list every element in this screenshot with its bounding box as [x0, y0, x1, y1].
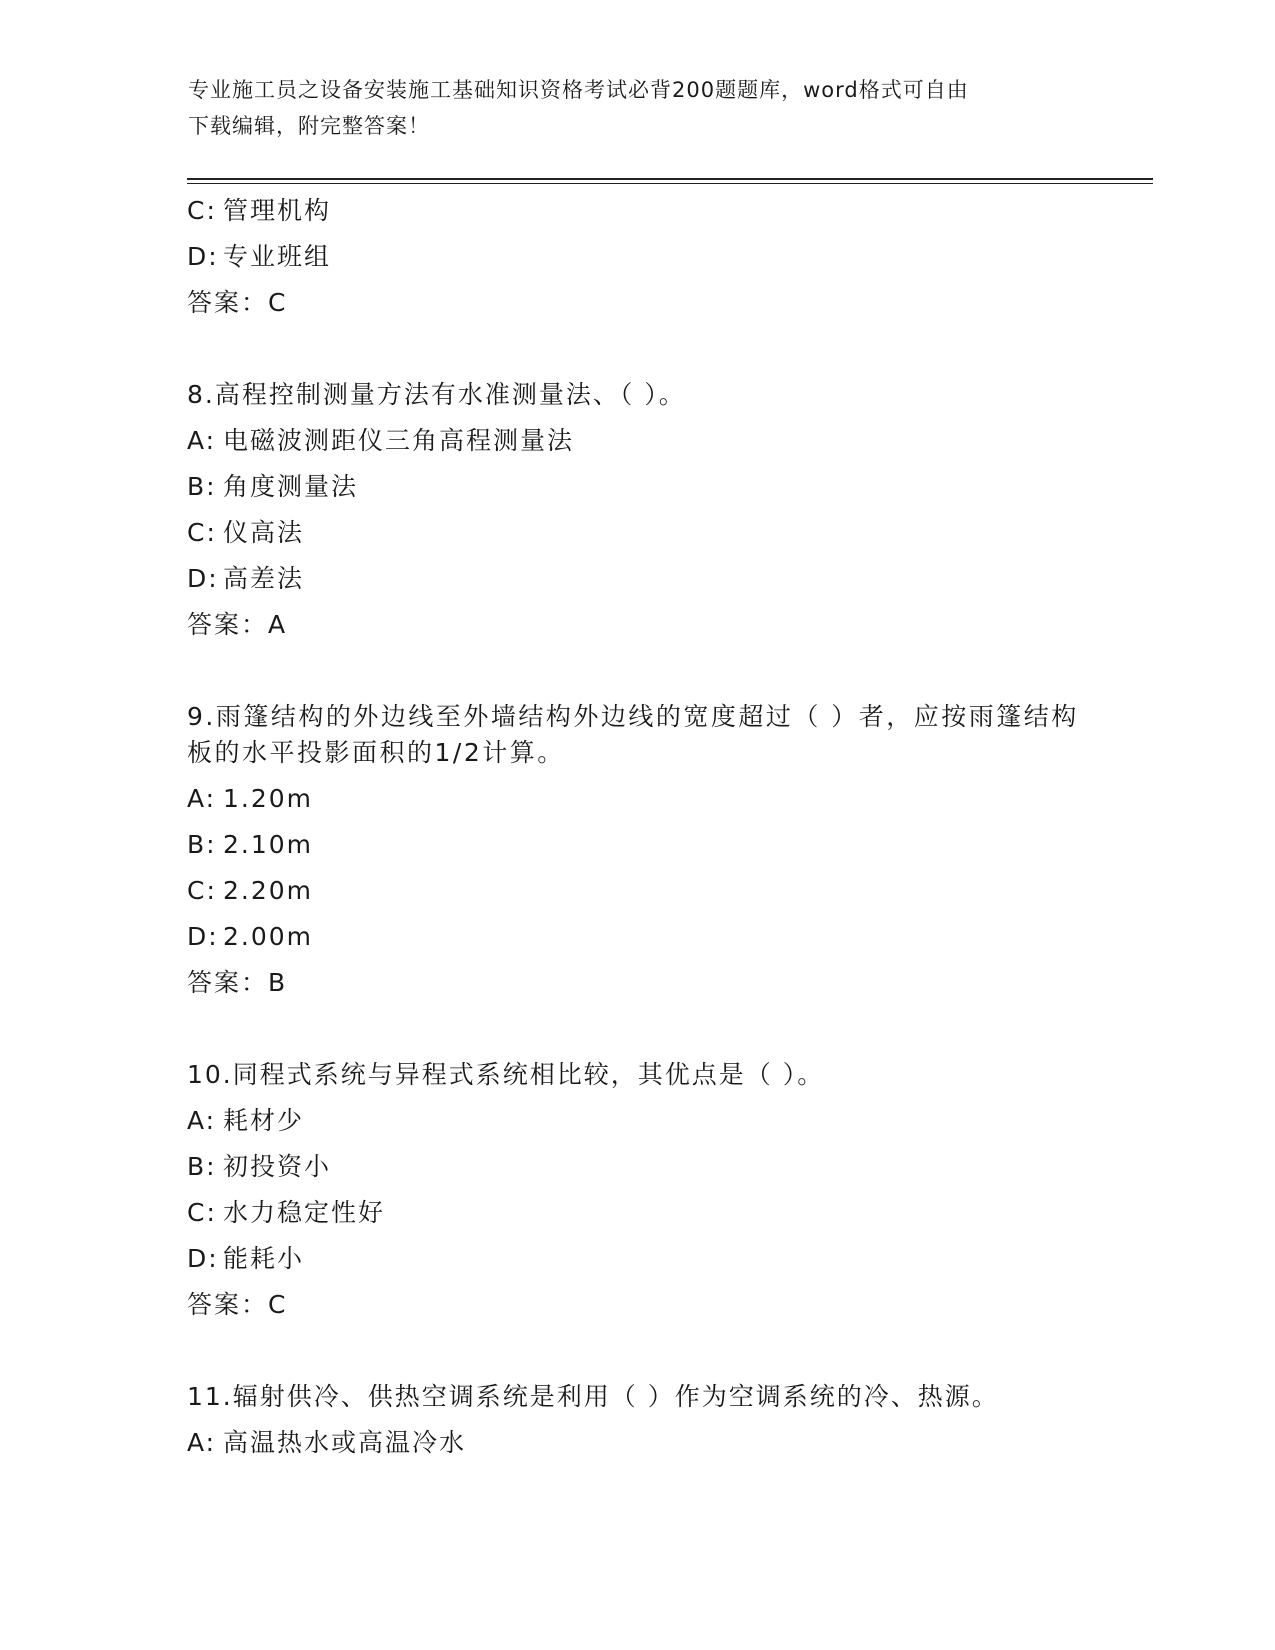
- option-d: D: 能耗小: [187, 1244, 305, 1273]
- option-b: B: 初投资小: [187, 1152, 332, 1181]
- option-c: C: 2.20m: [187, 876, 314, 905]
- header-line-1: 专业施工员之设备安装施工基础知识资格考试必背200题题库，word格式可自由: [188, 78, 969, 102]
- option-d: D: 2.00m: [187, 922, 314, 951]
- option-b: B: 角度测量法: [187, 472, 359, 501]
- question-stem: 8.高程控制测量方法有水准测量法、（ ）。: [187, 380, 686, 409]
- option-a: A: 电磁波测距仪三角高程测量法: [187, 426, 575, 455]
- question-stem: 11.辐射供冷、供热空调系统是利用（ ）作为空调系统的冷、热源。: [187, 1382, 999, 1411]
- question-stem: 9.雨篷结构的外边线至外墙结构外边线的宽度超过（ ）者，应按雨篷结构板的水平投影面积的1/2计算。: [187, 702, 1079, 767]
- option-c: C: 水力稳定性好: [187, 1198, 386, 1227]
- option-a: A: 耗材少: [187, 1106, 305, 1135]
- option-d: D: 专业班组: [187, 242, 332, 271]
- option-d: D: 高差法: [187, 564, 305, 593]
- header-rule-thick: [187, 178, 1153, 180]
- header-rule-thin: [187, 183, 1153, 184]
- document-header: [188, 72, 1068, 144]
- option-c: C: 管理机构: [187, 196, 332, 225]
- question-list: [187, 188, 1087, 1466]
- option-a: A: 1.20m: [187, 784, 314, 813]
- option-c: C: 仪高法: [187, 518, 305, 547]
- answer-line: 答案：C: [187, 288, 288, 317]
- answer-line: 答案：B: [187, 968, 288, 997]
- answer-line: 答案：C: [187, 1290, 288, 1319]
- answer-line: 答案：A: [187, 610, 288, 639]
- header-line-2: 下载编辑，附完整答案！: [188, 114, 430, 138]
- option-a: A: 高温热水或高温冷水: [187, 1428, 467, 1457]
- question-stem: 10.同程式系统与异程式系统相比较，其优点是（ ）。: [187, 1060, 825, 1089]
- option-b: B: 2.10m: [187, 830, 314, 859]
